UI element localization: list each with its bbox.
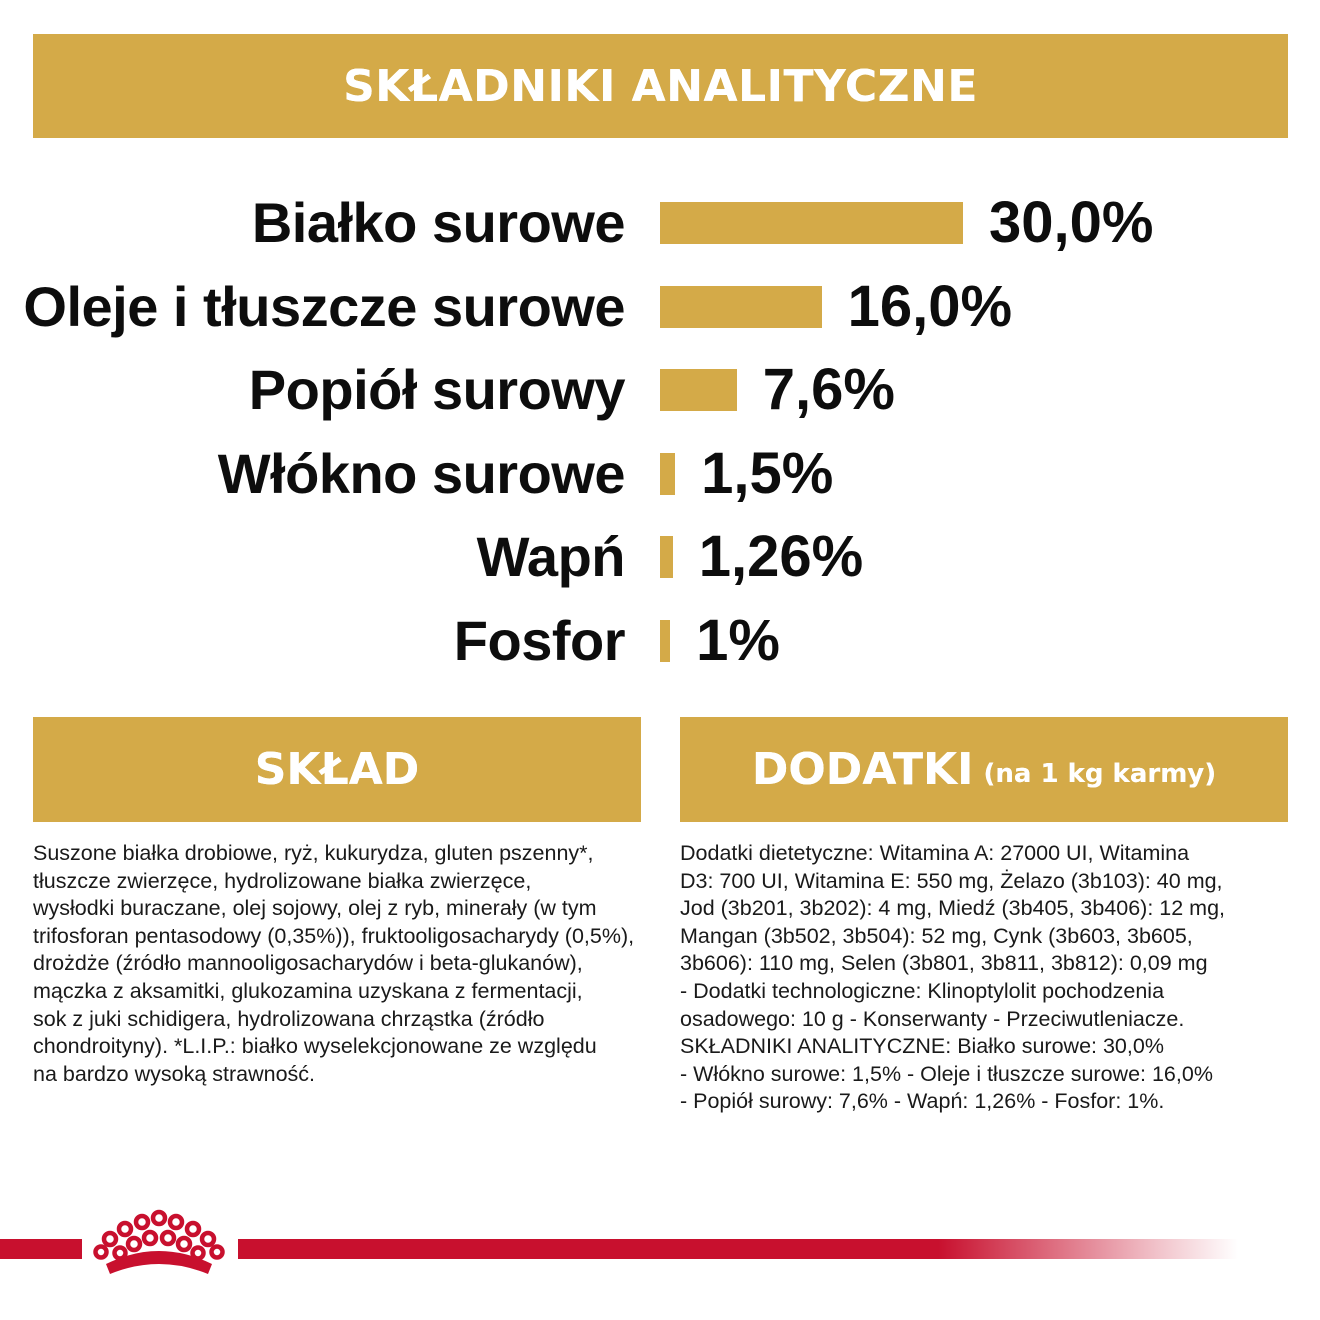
additives-text: Dodatki dietetyczne: Witamina A: 27000 UI, Witamina D3: 700 UI, Witamina E: 550 mg, Żelazo (3b103): 40 mg, Jod (3b201, 3b202): 4 mg, Miedź (3b405, 3b406): 12 mg, Mangan (3b502, 3b504): 52 mg, Cynk (3b603, 3b605, 3b606): 110 mg, Selen (3b801, 3b811, 3b812): 0,09 mg - Dodatki technologiczne: Klinoptylolit pochodzenia osadowego: 10 g - Konserwanty - Przeciwutleniacze. SKŁADNIKI ANALITYCZNE: Białko surowe: 30,0% - Włókno surowe: 1,5% - Oleje i tłuszcze surowe: 16,0% - Popiół surowy: 7,6% - Wapń: 1,26% - Fosfor: 1%. [680,841,1226,1114]
nutrient-label: Oleje i tłuszcze surowe [23,274,625,338]
additives-title: DODATKI [751,744,974,795]
nutrient-label: Włókno surowe [217,441,625,505]
nutrient-row [0,517,1320,597]
analytical-constituents-banner [33,34,1288,138]
nutrient-bar [660,369,737,411]
nutrient-value: 1% [696,608,780,673]
nutrient-row [0,434,1320,514]
nutrient-label: Wapń [476,525,625,589]
nutrient-bar [660,536,673,578]
additives-subtitle: (na 1 kg karmy) [983,758,1217,789]
nutrient-label: Białko surowe [251,191,625,254]
composition-title: SKŁAD [254,744,420,795]
nutrient-label: Popiół surowy [248,358,625,422]
nutrient-label: Fosfor [453,609,625,672]
nutrient-value: 16,0% [847,273,1013,339]
brand-line-right [238,1239,1238,1259]
nutrient-value: 7,6% [762,357,895,423]
additives-banner [680,717,1288,822]
composition-banner [33,717,641,822]
nutrient-value: 1,26% [698,524,864,590]
nutrient-bar [660,202,963,244]
nutrient-row [0,350,1320,430]
analytical-constituents-title: SKŁADNIKI ANALITYCZNE [343,60,978,112]
composition-text: Suszone białka drobiowe, ryż, kukurydza, gluten pszenny*, tłuszcze zwierzęce, hydrolizowane białka zwierzęce, wysłodki buraczane, olej sojowy, olej z ryb, minerały (w tym trifosforan pentasodowy (0,35%)), fruktooligosacharydy (0,5%), drożdże (źródło mannooligosacharydów i beta-glukanów), mączka z aksamitki, glukozamina uzyskana z fermentacji, sok z juki schidigera, hydrolizowana chrząstka (źródło chondroityny). *L.I.P.: białko wyselekcjonowane ze względu na bardzo wysoką strawność. [33,841,635,1086]
nutrient-bar [660,620,670,662]
nutrient-bar [660,286,822,328]
nutrient-row [0,601,1320,681]
nutrient-row [0,267,1320,347]
royal-canin-crown-logo-icon [92,1208,226,1282]
nutrient-value: 1,5% [701,440,834,506]
nutrient-value: 30,0% [989,190,1154,255]
brand-line-left [0,1239,82,1259]
nutrient-bar [660,453,675,495]
nutrient-row [0,183,1320,263]
